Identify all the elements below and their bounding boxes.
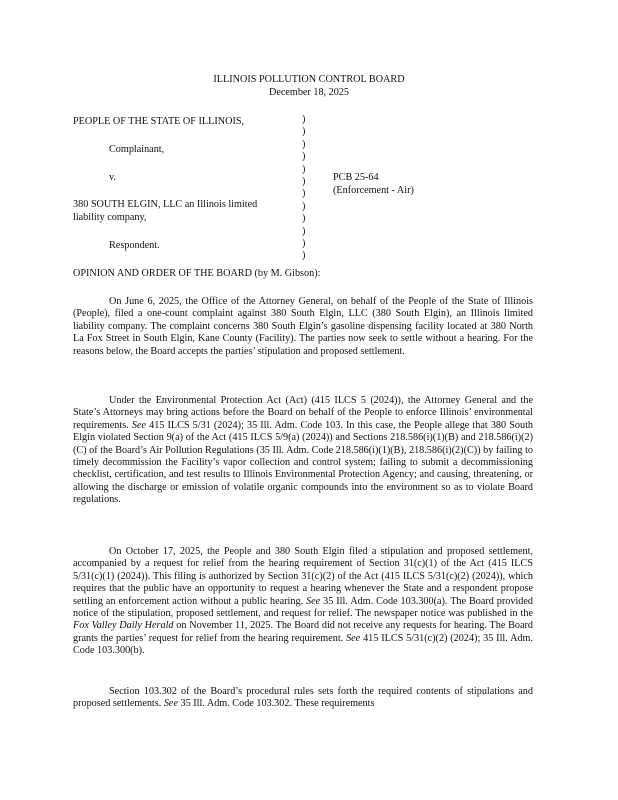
paragraph-text: 415 ILCS 5/31 (2024); 35 Ill. Adm. Code 103. In this case, the People allege that 380 South Elgin violated Section 9(a) of the Act (415 ILCS 5/9(a) (2024)) and Sections 218.586(i)(1)(B) and 218.586(i)(2)(C) of the Board’s Air Pollution Regulations (35 Ill. Adm. Code 218.586(i)(1)(B), 218.586(i)(2)(C)) by failing to timely decommission the Facility’s vapor collection and control system; failing to submit a decommissioning checklist, certification, and test results to Illinois Environmental Protection Agency; and causing, threatening, or allowing the discharge or emission of volatile organic compounds into the environment so as to violate Board regulations.: [73, 419, 533, 506]
citation-signal: See: [163, 698, 178, 710]
case-number: PCB 25-64: [333, 172, 379, 183]
caption-respondent: Respondent.: [109, 240, 160, 251]
caption-paren: ): [302, 138, 306, 150]
caption-paren: ): [302, 188, 306, 200]
case-type: (Enforcement - Air): [333, 185, 414, 196]
caption-paren: ): [302, 237, 306, 249]
caption-paren: ): [302, 151, 306, 163]
paragraph-text: on November 11, 2025. The Board did not receive any requests for hearing. The Board grants the parties’ request for relief from the hearing requirement.: [73, 620, 533, 644]
caption-paren: ): [302, 250, 306, 262]
caption-paren: ): [302, 163, 306, 175]
citation-signal: See: [306, 595, 321, 607]
opinion-heading: OPINION AND ORDER OF THE BOARD (by M. Gibson):: [73, 268, 321, 279]
paragraph-procedural-rules: [73, 686, 533, 711]
paragraph-text: On October 17, 2025, the People and 380 South Elgin filed a stipulation and proposed settlement, accompanied by a request for relief from the hearing requirement of Section 31(c)(1) of the Act (415 ILCS 5/31(c)(1) (2024)). This filing is authorized by Section 31(c)(2) of the Act (415 ILCS 5/31(c)(2) (2024)), which requires that the public have an opportunity to request a hearing whenever the State and a respondent propose settling an enforcement action without a public hearing.: [73, 546, 533, 607]
paragraph-text: Under the Environmental Protection Act (Act) (415 ILCS 5 (2024)), the Attorney General and the State’s Attorneys may bring actions before the Board on behalf of the People to enforce Illinois’ environmental requirements.: [73, 395, 533, 431]
board-title: ILLINOIS POLLUTION CONTROL BOARD: [213, 74, 405, 85]
caption-paren: ): [302, 114, 306, 125]
opinion-date: December 18, 2025: [268, 87, 350, 98]
caption-paren: ): [302, 225, 306, 237]
caption-paren: ): [302, 213, 306, 225]
caption-paren: ): [302, 200, 306, 212]
paragraph-text: 35 Ill. Adm. Code 103.302. These requirements: [180, 698, 375, 710]
paragraph-stipulation: [73, 546, 533, 658]
caption-paren: ): [302, 175, 306, 187]
caption-versus: v.: [109, 172, 116, 183]
caption-respondent-name-line1: 380 SOUTH ELGIN, LLC an Illinois limited: [73, 199, 258, 210]
newspaper-name: Fox Valley Daily Herald: [73, 620, 174, 632]
caption-parenthesis-column: [302, 114, 305, 263]
paragraph-text: Section 103.302 of the Board’s procedural rules sets forth the required contents of stipulations and proposed settlements.: [73, 686, 533, 710]
caption-people: PEOPLE OF THE STATE OF ILLINOIS,: [73, 116, 245, 127]
caption-paren: ): [302, 126, 306, 138]
caption-complainant: Complainant,: [109, 144, 165, 155]
paragraph-text: 415 ILCS 5/31(c)(2) (2024); 35 Ill. Adm. Code 103.300(b).: [73, 632, 533, 657]
paragraph-text: 35 Ill. Adm. Code 103.300(a). The Board provided notice of the stipulation, proposed settlement, and request for relief. The newspaper notice was published in the: [73, 595, 534, 620]
citation-signal: See: [131, 419, 146, 431]
citation-signal: See: [346, 632, 361, 644]
paragraph-statutory-framework: [73, 395, 533, 507]
caption-respondent-name-line2: liability company,: [73, 212, 147, 223]
paragraph-background: On June 6, 2025, the Office of the Attorney General, on behalf of the People of the State of Illinois (People), filed a one-count complaint against 380 South Elgin, LLC (380 South Elgin), an Illinois limited liability company. The complaint concerns 380 South Elgin’s gasoline dispensing facility located at 380 North La Fox Street in South Elgin, Kane County (Facility). The parties now seek to settle without a hearing. For the reasons below, the Board accepts the parties’ stipulation and proposed settlement.: [73, 296, 533, 357]
